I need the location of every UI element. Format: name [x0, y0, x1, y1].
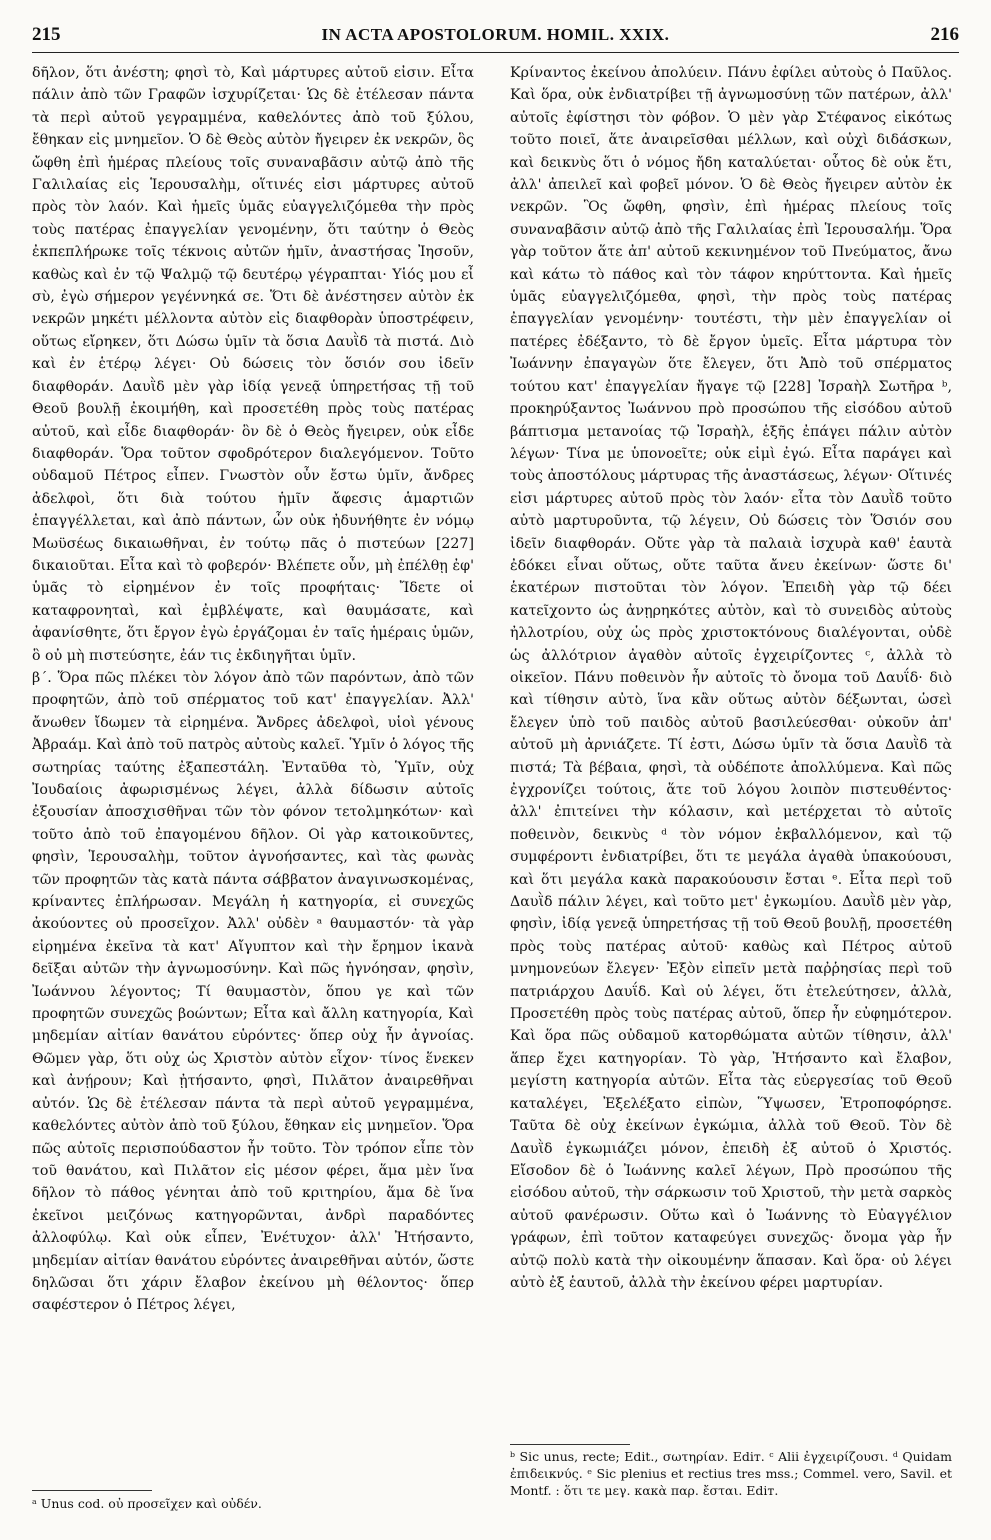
footnote-left: ᵃ Unus cod. οὐ προσεῖχεν καὶ οὐδέν. [32, 1496, 262, 1511]
left-column [32, 62, 474, 1472]
right-paragraph-1: Κρίναντος ἐκείνου ἀπολύειν. Πάνυ ἐφίλει αὐτοὺς ὁ Παῦλος. Καὶ ὅρα, οὐκ ἐνδιατρίβει τῇ ἀγνωμοσύνῃ τῶν πατέρων, ἀλλ' αὐτοῖς ἐφίστησι τὸν φόβον. Ὁ μὲν γὰρ Στέφανος εἰκότως τοῦτο ποιεῖ, ἅτε ἀναιρεῖσθαι μέλλων, καὶ οὐχὶ διδάσκων, καὶ δεικνὺς ὅτι ὁ νόμος ἤδη καταλύεται· οὗτος δὲ οὐκ ἔτι, ἀλλ' ἀπειλεῖ καὶ φοβεῖ μόνον. Ὁ δὲ Θεὸς ἤγειρεν αὐτὸν ἐκ νεκρῶν. Ὃς ὤφθη, φησὶν, ἐπὶ ἡμέρας πλείους τοῖς συναναβᾶσιν αὐτῷ ἀπὸ τῆς Γαλιλαίας ἐπὶ Ἱερουσαλήμ. Ὅρα γὰρ τοῦτον ἅτε ἀπ' αὐτοῦ κεκινημένον τοῦ Πνεύματος, ἄνω καὶ κάτω τὸ πάθος καὶ τὸν τάφον κηρύττοντα. Καὶ ἡμεῖς ὑμᾶς εὐαγγελιζόμεθα, φησὶ, τὴν πρὸς τοὺς πατέρας ἐπαγγελίαν γενομένην· τουτέστι, τὴν μὲν ἐπαγγελίαν οἱ πατέρες ἐδέξαντο, τὸ δὲ ἔργον ὑμεῖς. Εἶτα μάρτυρα τὸν Ἰωάννην ἐπαγαγὼν ὅτε ἔλεγεν, ὅτι Ἀπὸ τοῦ σπέρματος τούτου κατ' ἐπαγγελίαν ἤγαγε τῷ [228] Ἰσραὴλ Σωτῆρα ᵇ, προκηρύξαντος Ἰωάννου πρὸ προσώπου τῆς εἰσόδου αὐτοῦ βάπτισμα μετανοίας τῷ Ἰσραὴλ, ἑξῆς ἐπάγει πάλιν αὐτὸν λέγων· Τίνα με ὑπονοεῖτε; οὐκ εἰμὶ ἐγώ. Εἶτα παράγει καὶ τοὺς ἀποστόλους μάρτυρας τῆς ἀναστάσεως, λέγων· Οἵτινές εἰσι μάρτυρες αὐτοῦ πρὸς τὸν λαόν· εἶτα τὸν Δαυῒδ τοῦτο αὐτὸ μαρτυροῦντα, τῷ λέγειν, Οὐ δώσεις τὸν Ὅσιόν σου ἰδεῖν διαφθοράν. Οὔτε γὰρ τὰ παλαιὰ ἰσχυρὰ καθ' ἑαυτὰ ἐδόκει εἶναι οὕτως, οὔτε ταῦτα ἄνευ ἐκείνων· ὥστε δι' ἑκατέρων πιστοῦται τὸν λόγον. Ἐπειδὴ γὰρ τῷ δέει κατεῖχοντο ὡς ἀνῃρηκότες αὐτὸν, καὶ τὸ συνειδὸς αὐτοὺς ἠλλοτρίου, οὐχ ὡς πρὸς χριστοκτόνους διαλέγονται, οὐδὲ ὡς ἀλλότριον ἀγαθὸν αὐτοῖς ἐγχειρίζοντες ᶜ, ἀλλὰ τὸ οἰκεῖον. Πάνυ ποθεινὸν ἦν αὐτοῖς τὸ ὄνομα τοῦ Δαυΐδ· διὸ καὶ τίθησιν αὐτὸ, ἵνα κἂν οὕτως αὐτὸν δέξωνται, ὡσεὶ ἔλεγεν ὑπὸ τοῦ παιδὸς αὐτοῦ βασιλεύεσθαι· οὐκοῦν ἀπ' αὐτοῦ μὴ ἀρνιάζετε. Τί ἐστι, Δώσω ὑμῖν τὰ ὅσια Δαυῒδ τὰ πιστά; Τὰ βέβαια, φησὶ, τὰ οὐδέποτε ἀπολλύμενα. Καὶ πῶς ἐγχρονίζει τούτοις, ἅτε τοῦ λόγου λοιπὸν πιστευθέντος· ἀλλ' ἐπιτείνει τὴν κόλασιν, καὶ μετέρχεται τὸ αὐτοῖς ποθεινὸν, δεικνὺς ᵈ τὸν νόμον ἐκβαλλόμενον, καὶ τῷ συμφέροντι ἐνδιατρίβει, ὅτι τε μεγάλα ἀγαθὰ ὑπακούουσι, καὶ ὅτι μεγάλα κακὰ παρακούουσιν ἔσται ᵉ. Εἶτα περὶ τοῦ Δαυῒδ πάλιν λέγει, καὶ τοῦτο μετ' ἐγκωμίου. Δαυῒδ μὲν γὰρ, φησὶν, ἰδίᾳ γενεᾷ ὑπηρετήσας τῇ τοῦ Θεοῦ βουλῇ, προσετέθη πρὸς τοὺς πατέρας αὐτοῦ· καθὼς καὶ Πέτρος αὐτοῦ μνημονεύων ἔλεγεν· Ἐξὸν εἰπεῖν μετὰ παῤῥησίας περὶ τοῦ πατριάρχου Δαυΐδ. Καὶ οὐ λέγει, ὅτι ἐτελεύτησεν, ἀλλὰ, Προσετέθη πρὸς τοὺς πατέρας αὐτοῦ, ὅπερ ἦν εὐφημότερον. Καὶ ὅρα πῶς οὐδαμοῦ κατορθώματα αὐτῶν τίθησιν, ἀλλ' ἅπερ ἔχει κατηγορίαν. Τὸ γὰρ, Ἠτήσαντο καὶ ἔλαβον, μεγίστη κατηγορία αὐτῶν. Εἶτα τὰς εὐεργεσίας τοῦ Θεοῦ καταλέγει, Ἐξελέξατο εἰπὼν, Ὕψωσεν, Ἐτροποφόρησε. Ταῦτα δὲ οὐχ ἐκείνων ἐγκώμια, ἀλλὰ τοῦ Θεοῦ. Τὸν δὲ Δαυῒδ ἐγκωμιάζει μόνον, ἐπειδὴ ἐξ αὐτοῦ ὁ Χριστός. Εἴσοδον δὲ ὁ Ἰωάννης καλεῖ λέγων, Πρὸ προσώπου τῆς εἰσόδου αὐτοῦ, τὴν σάρκωσιν τοῦ Χριστοῦ, τὴν μετὰ σαρκὸς αὐτοῦ φανέρωσιν. Οὕτω καὶ ὁ Ἰωάννης τὸ Εὐαγγέλιον γράφων, ἐπὶ τοῦτον καταφεύγει συνεχῶς· ὄνομα γὰρ ἦν αὐτῷ πολὺ κατὰ τὴν οἰκουμένην ἅπασαν. Καὶ ὅρα· οὐ λέγει αὐτὸ ἐξ ἑαυτοῦ, ἀλλὰ τὴν ἐκείνου φέρει μαρτυρίαν. [510, 65, 952, 1291]
left-paragraph-1: δῆλον, ὅτι ἀνέστη; φησὶ τὸ, Καὶ μάρτυρες αὐτοῦ εἰσιν. Εἶτα πάλιν ἀπὸ τῶν Γραφῶν ἰσχυρίζεται· Ὡς δὲ ἐτέλεσαν πάντα τὰ περὶ αὐτοῦ γεγραμμένα, καθελόντες ἀπὸ τοῦ ξύλου, ἔθηκαν εἰς μνημεῖον. Ὁ δὲ Θεὸς αὐτὸν ἤγειρεν ἐκ νεκρῶν, ὃς ὤφθη ἐπὶ ἡμέρας πλείους τοῖς συναναβᾶσιν αὐτῷ ἀπὸ τῆς Γαλιλαίας εἰς Ἱερουσαλὴμ, οἵτινές εἰσι μάρτυρες αὐτοῦ πρὸς τὸν λαόν. Καὶ ἡμεῖς ὑμᾶς εὐαγγελιζόμεθα τὴν πρὸς τοὺς πατέρας ἐπαγγελίαν γενομένην, ὅτι ταύτην ὁ Θεὸς ἐκπεπλήρωκε τοῖς τέκνοις αὐτῶν ἡμῖν, ἀναστήσας Ἰησοῦν, καθὼς καὶ ἐν τῷ Ψαλμῷ τῷ δευτέρῳ γέγραπται· Υἱός μου εἶ σὺ, ἐγὼ σήμερον γεγέννηκά σε. Ὅτι δὲ ἀνέστησεν αὐτὸν ἐκ νεκρῶν μηκέτι μέλλοντα αὐτὸν εἰς διαφθορὰν ὑποστρέφειν, οὕτως εἴρηκεν, ὅτι Δώσω ὑμῖν τὰ ὅσια Δαυῒδ τὰ πιστά. Διὸ καὶ ἐν ἑτέρῳ λέγει· Οὐ δώσεις τὸν ὅσιόν σου ἰδεῖν διαφθοράν. Δαυῒδ μὲν γὰρ ἰδίᾳ γενεᾷ ὑπηρετήσας τῇ τοῦ Θεοῦ βουλῇ ἐκοιμήθη, καὶ προσετέθη πρὸς τοὺς πατέρας αὐτοῦ, καὶ εἶδε διαφθοράν· ὃν δὲ ὁ Θεὸς ἤγειρεν, οὐκ εἶδε διαφθοράν. Ὅρα τοῦτον σφοδρότερον διαλεγόμενον. Τοῦτο οὐδαμοῦ Πέτρος εἶπεν. Γνωστὸν οὖν ἔστω ὑμῖν, ἄνδρες ἀδελφοὶ, ὅτι διὰ τούτου ἡμῖν ἄφεσις ἁμαρτιῶν ἐπαγγέλλεται, καὶ ἀπὸ πάντων, ὧν οὐκ ἠδυνήθητε ἐν νόμῳ Μωϋσέως δικαιωθῆναι, ἐν τούτῳ πᾶς ὁ πιστεύων [227] δικαιοῦται. Εἶτα καὶ τὸ φοβερόν· Βλέπετε οὖν, μὴ ἐπέλθῃ ἐφ' ὑμᾶς τὸ εἰρημένον ἐν τοῖς προφήταις· Ἴδετε οἱ καταφρονηταὶ, καὶ ἐμβλέψατε, καὶ θαυμάσατε, καὶ ἀφανίσθητε, ὅτι ἔργον ἐγὼ ἐργάζομαι ἐν ταῖς ἡμέραις ὑμῶν, ὃ οὐ μὴ πιστεύσητε, ἐάν τις ἐκδιηγῆται ὑμῖν. [32, 65, 474, 664]
right-column [510, 62, 952, 1442]
left-paragraph-2: β΄. Ὅρα πῶς πλέκει τὸν λόγον ἀπὸ τῶν παρόντων, ἀπὸ τῶν προφητῶν, ἀπὸ τοῦ σπέρματος τοῦ κατ' ἐπαγγελίαν. Ἀλλ' ἄνωθεν ἴδωμεν τὰ εἰρημένα. Ἄνδρες ἀδελφοὶ, υἱοὶ γένους Ἀβραάμ. Καὶ ἀπὸ τοῦ πατρὸς αὐτοὺς καλεῖ. Ὑμῖν ὁ λόγος τῆς σωτηρίας ταύτης ἐξαπεστάλη. Ἐνταῦθα τὸ, Ὑμῖν, οὐχ Ἰουδαίοις ἀφωρισμένως λέγει, ἀλλὰ δίδωσιν αὐτοῖς ἐξουσίαν ἀποσχισθῆναι τῶν τὸν φόνον τετολμηκότων· καὶ τοῦτο ἀπὸ τοῦ ἐπαγομένου δῆλον. Οἱ γὰρ κατοικοῦντες, φησὶν, Ἱερουσαλὴμ, τοῦτον ἀγνοήσαντες, καὶ τὰς φωνὰς τῶν προφητῶν τὰς κατὰ πάντα σάββατον ἀναγινωσκομένας, κρίναντες ἐπλήρωσαν. Μεγάλη ἡ κατηγορία, εἰ συνεχῶς ἀκούοντες οὐ προσεῖχον. Ἀλλ' οὐδὲν ᵃ θαυμαστόν· τὰ γὰρ εἰρημένα ἐκεῖνα τὰ κατ' Αἴγυπτον καὶ τὴν ἔρημον ἱκανὰ δεῖξαι αὐτῶν τὴν ἀγνωμοσύνην. Καὶ πῶς ἠγνόησαν, φησὶν, Ἰωάννου λέγοντος; Τί θαυμαστὸν, ὅπου γε καὶ τῶν προφητῶν συνεχῶς βοώντων; Εἶτα καὶ ἄλλη κατηγορία, Καὶ μηδεμίαν αἰτίαν θανάτου εὑρόντες· ὅπερ οὐχ ἦν ἀγνοίας. Θῶμεν γὰρ, ὅτι οὐχ ὡς Χριστὸν αὐτὸν εἶχον· τίνος ἕνεκεν καὶ ἀνῄρουν; Καὶ ᾐτήσαντο, φησὶ, Πιλᾶτον ἀναιρεθῆναι αὐτόν. Ὡς δὲ ἐτέλεσαν πάντα τὰ περὶ αὐτοῦ γεγραμμένα, καθελόντες αὐτὸν ἀπὸ τοῦ ξύλου, ἔθηκαν εἰς μνημεῖον. Ὅρα πῶς αὐτοῖς περισπούδαστον ἦν τοῦτο. Τὸν τρόπον εἶπε τὸν τοῦ θανάτου, καὶ Πιλᾶτον εἰς μέσον φέρει, ἅμα μὲν ἵνα δῆλον τὸ πάθος γένηται ἀπὸ τοῦ κριτηρίου, ἅμα δὲ ἵνα ἐκεῖνοι μειζόνως κατηγορῶνται, ἀνδρὶ παραδόντες ἀλλοφύλῳ. Καὶ οὐκ εἶπεν, Ἐνέτυχον· ἀλλ' Ἠτήσαντο, μηδεμίαν αἰτίαν θανάτου εὑρόντες ἀναιρεθῆναι αὐτόν, ὥστε δηλῶσαι ὅτι χάριν ἔλαβον ἐκείνου μὴ θέλοντος· ὅπερ σαφέστερον ὁ Πέτρος λέγει, [32, 669, 474, 1314]
footnote-rule-right [510, 1444, 630, 1445]
page-number-left: 215 [32, 24, 61, 45]
page-number-right: 216 [930, 24, 959, 45]
footnote-rule-left [32, 1490, 152, 1491]
page-header [32, 22, 959, 53]
footnote-right: ᵇ Sic unus, recte; Edit., σωτηρίαν. Ediт. ᶜ Alii ἐγχειρίζουσι. ᵈ Quidam ἐπιδεικνύς. ᵉ Sic plenius et rectius tres mss.; Commel. vero, Savil. et Montf. : ὅτι τε μεγ. κακὰ παρ. ἔσται. Ediт. [510, 1449, 952, 1498]
running-title: IN ACTA APOSTOLORUM. HOMIL. XXIX. [321, 25, 670, 44]
